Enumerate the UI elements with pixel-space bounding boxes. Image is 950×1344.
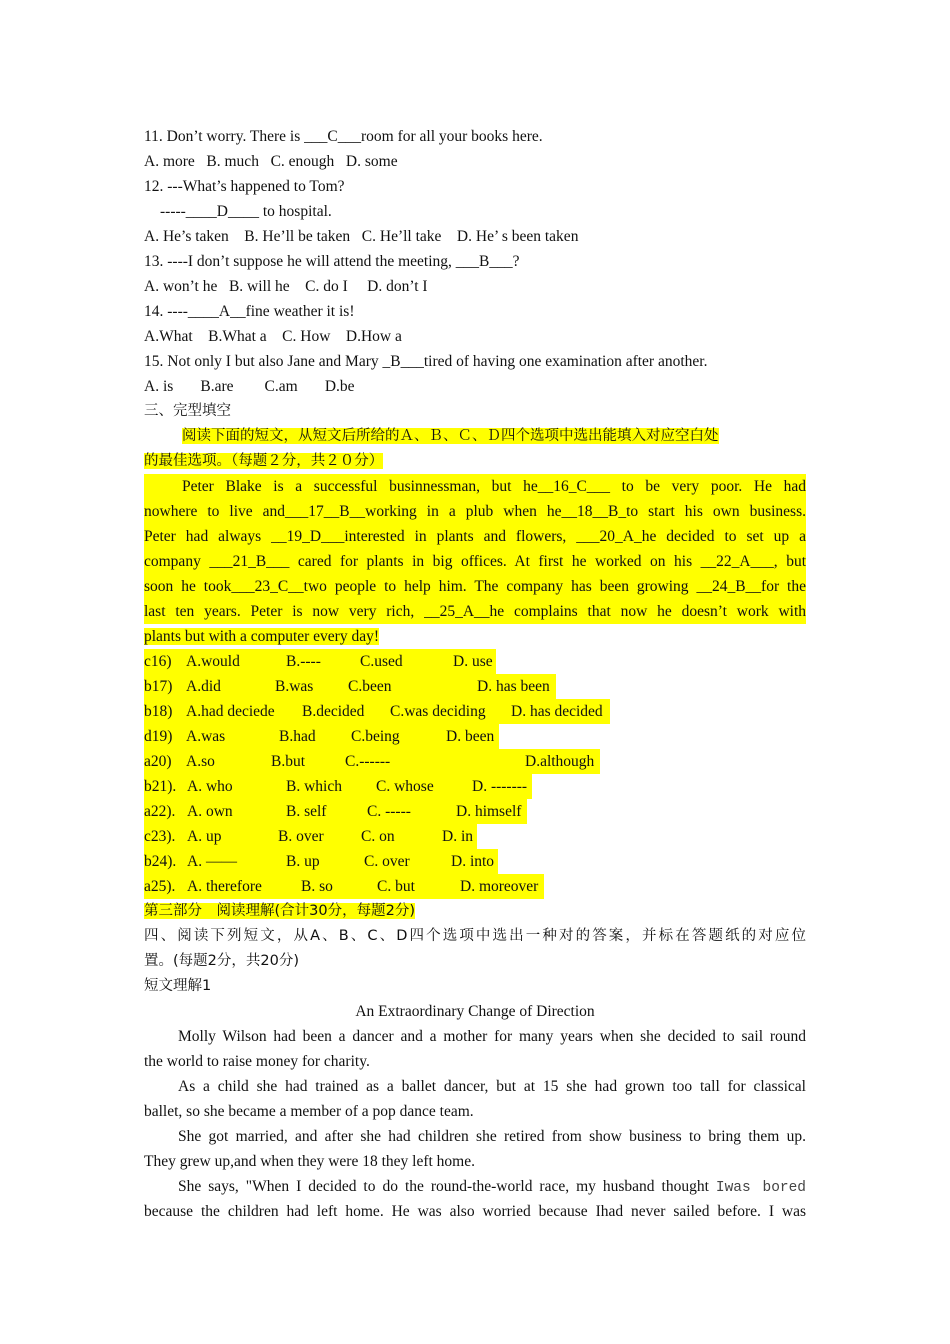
q15-stem: 15. Not only I but also Jane and Mary _B___tired of having one examination after another. [144,353,708,370]
option-d: D. has been [477,678,550,695]
answer-number: a22). [144,803,176,820]
answer-row-25 [144,874,544,899]
article-paragraph-line: She got married, and after she had children she retired from show business to bring them up. [178,1128,806,1145]
q14-options: A.What B.What a C. How D.How a [144,328,402,345]
q12-options: A. He’s taken B. He’ll be taken C. He’ll take D. He’ s been taken [144,228,579,245]
q15-options: A. is B.are C.am D.be [144,378,355,395]
passage-line: Peter had always __19_D___interested in plants and flowers, ___20_A_he decided to set up a [144,528,806,545]
option-c: C. whose [376,778,434,795]
answer-row-23 [144,824,477,849]
article-paragraph-line: Molly Wilson had been a dancer and a mother for many years when she decided to sail round [178,1028,806,1045]
answer-row-16 [144,649,496,674]
option-c: C. ----- [367,803,411,820]
option-b: B.---- [286,653,321,670]
option-b: B. over [278,828,324,845]
part3-title: 第三部分 阅读理解(合计30分，每题2分) [144,903,415,919]
answer-row-21 [144,774,532,799]
option-b: B. so [301,878,333,895]
q12-stem2: -----____D____ to hospital. [160,203,332,220]
option-b: B. up [286,853,320,870]
option-b: B.but [271,753,306,770]
option-d: D. himself [456,803,522,820]
option-c: C.used [360,653,403,670]
section4-instruction-line2: 置。(每题2分，共20分) [144,953,299,969]
answer-number: b21). [144,778,177,795]
answer-number: b18) [144,703,173,720]
q11-stem: 11. Don’t worry. There is ___C___room for all your books here. [144,128,543,145]
option-d: D. in [442,828,473,845]
option-c: C.being [351,728,400,745]
q11-options: A. more B. much C. enough D. some [144,153,398,170]
article-text: She says, "When I decided to do the round-the-world race, my husband thought [178,1178,716,1195]
article-paragraph-line: They grew up,and when they were 18 they left home. [144,1153,475,1170]
passage-line-last: plants but with a computer every day! [144,628,380,645]
answer-number: a25). [144,878,176,895]
option-d: D. ------- [472,778,528,795]
article-paragraph-line: the world to raise money for charity. [144,1053,370,1070]
answer-row-24 [144,849,498,874]
option-c: C.------ [345,753,391,770]
q12-stem: 12. ---What’s happened to Tom? [144,178,345,195]
section3-title: 三、完型填空 [144,403,231,419]
passage-line: company ___21_B___ cared for plants in big offices. At first he worked on his __22_A___, but [144,553,806,570]
option-a: A.had deciede [186,703,275,720]
option-a: A. —— [187,853,237,870]
answer-number: b17) [144,678,173,695]
reading-subtitle: 短文理解1 [144,978,212,994]
option-d: D. been [446,728,495,745]
option-d: D. into [451,853,495,870]
option-b: B. self [286,803,327,820]
option-b: B.decided [302,703,365,720]
answer-row-22 [144,799,527,824]
option-b: B.was [275,678,314,695]
option-c: C.been [348,678,392,695]
answer-row-18 [144,699,610,724]
answer-row-20 [144,749,600,774]
article-paragraph-line: ballet, so she became a member of a pop dance team. [144,1103,474,1120]
option-a: A. therefore [187,878,262,895]
passage-line: nowhere to live and___17__B__working in a plub when he__18__B_to start his own business. [144,503,806,520]
option-a: A. who [187,778,233,795]
section3-instruction-line2: 的最佳选项。（每题２分，共２０分） [144,453,384,469]
option-b: B.had [279,728,316,745]
answer-number: a20) [144,753,172,770]
option-a: A.would [186,653,240,670]
option-d: D.although [525,753,595,770]
option-a: A.did [186,678,221,695]
option-a: A.so [186,753,215,770]
passage-line: last ten years. Peter is now very rich, __25_A__he complains that now he doesn’t work with [144,603,806,620]
option-c: C. over [364,853,410,870]
section3-instruction-line1: 阅读下面的短文，从短文后所给的Ａ、Ｂ、Ｃ、Ｄ四个选项中选出能填入对应空白处 [182,428,719,444]
q14-stem: 14. ----____A__fine weather it is! [144,303,355,320]
answer-number: c23). [144,828,176,845]
section4-instruction-line1: 四、阅读下列短文，从A、B、C、D四个选项中选出一种对的答案，并标在答题纸的对应位 [144,928,806,944]
article-paragraph-line: because the children had left home. He was also worried because Ihad never sailed before. I was [144,1203,806,1220]
cloze-passage [144,474,806,624]
article-title: An Extraordinary Change of Direction [355,1003,595,1020]
option-c: C. but [377,878,415,895]
answer-number: c16) [144,653,172,670]
option-a: A. up [187,828,222,845]
document-content [144,124,806,1224]
option-c: C. on [361,828,395,845]
q13-stem: 13. ----I don’t suppose he will attend the meeting, ___B___? [144,253,520,270]
article-paragraph-line: As a child she had trained as a ballet dancer, but at 15 she had grown too tall for classical [178,1078,806,1095]
option-a: A. own [187,803,233,820]
answer-number: b24). [144,853,177,870]
option-a: A.was [186,728,226,745]
option-c: C.was deciding [390,703,486,720]
option-b: B. which [286,778,342,795]
option-d: D. has decided [511,703,603,720]
option-d: D. use [453,653,493,670]
passage-line: Peter Blake is a successful businnessman, but he__16_C___ to be very poor. He had [182,478,806,495]
option-d: D. moreover [460,878,539,895]
answer-row-17 [144,674,556,699]
passage-line: soon he took___23_C__two people to help him. The company has been growing __24_B__for the [144,578,806,595]
q13-options: A. won’t he B. will he C. do I D. don’t I [144,278,428,295]
article-text-mono: Iwas bored [715,1180,807,1196]
answer-number: d19) [144,728,173,745]
article-paragraph-line [144,1174,806,1199]
answer-row-19 [144,724,499,749]
